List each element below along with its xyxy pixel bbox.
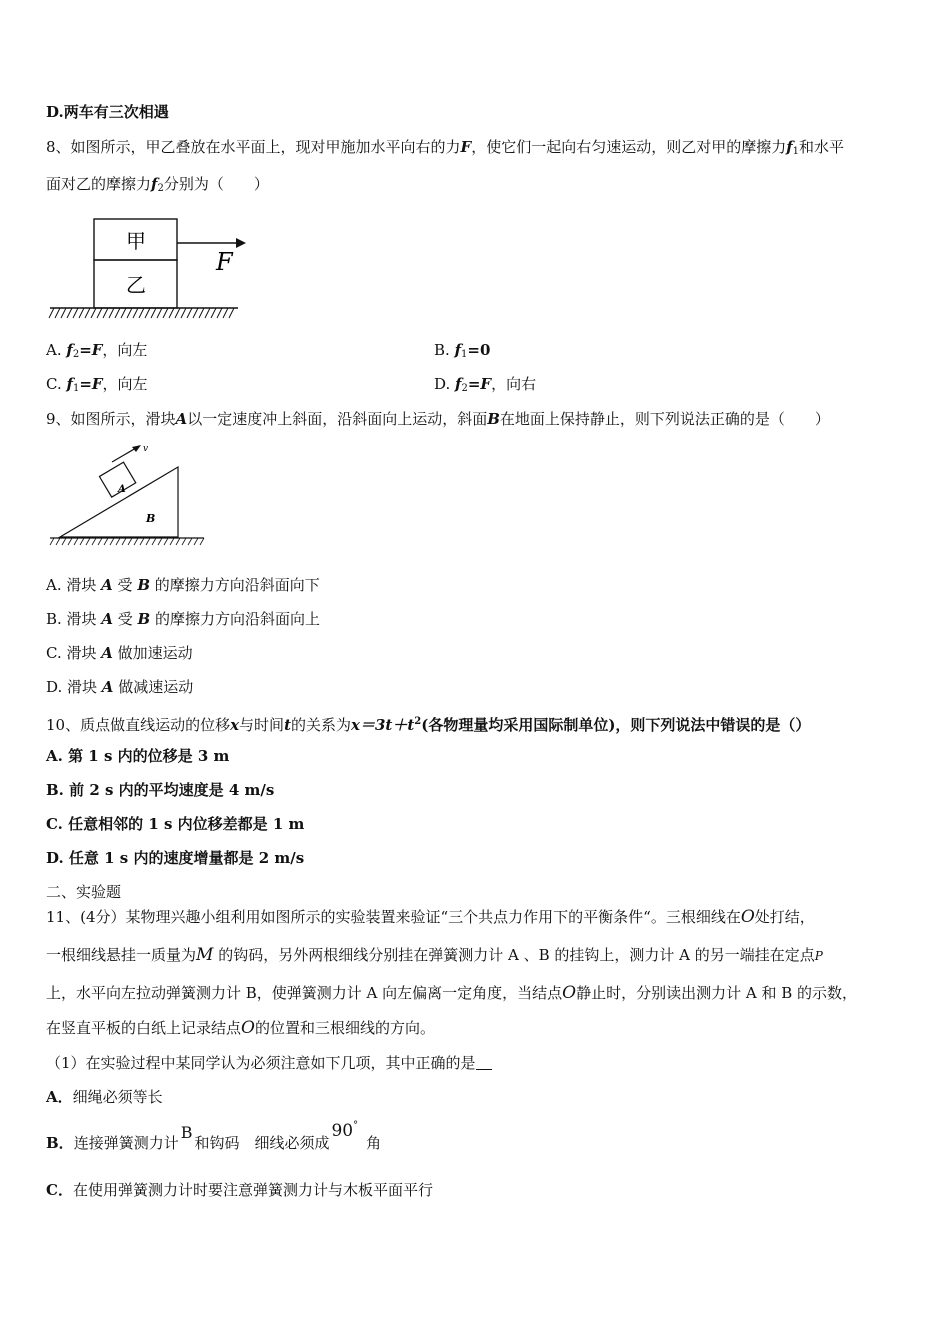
option-var: f xyxy=(454,341,462,359)
q9-option-c xyxy=(46,643,193,663)
q8-option-c xyxy=(46,374,148,399)
option-eq: =F xyxy=(79,375,103,393)
q8-stem-text: ，使它们一起向右匀速运动，则乙对甲的摩擦力 xyxy=(471,138,787,156)
option-symbol-b: B xyxy=(180,1123,193,1142)
q8-f1-sub: 1 xyxy=(792,146,800,157)
q11-option-b xyxy=(46,1120,382,1156)
q9-stem xyxy=(46,409,830,429)
q9-stem-text: 在地面上保持静止，则下列说法正确的是（ ） xyxy=(499,410,830,428)
q10-var-t: t xyxy=(284,716,291,734)
option-var: f xyxy=(66,375,73,393)
option-text: 角 xyxy=(366,1134,382,1152)
q8-f2-symbol: f xyxy=(151,175,158,193)
option-text: 细绳必须等长 xyxy=(72,1088,163,1106)
q9-figure-incline xyxy=(46,440,211,550)
option-label: A． xyxy=(46,1088,73,1106)
velocity-arrow xyxy=(112,448,136,462)
force-label: F xyxy=(216,248,233,276)
q11-line2 xyxy=(46,945,823,966)
q11-text: 的钩码，另外两根细线分别挂在弹簧测力计 A 、B 的挂钩上，测力计 A 的另一端挂在定点 xyxy=(218,946,815,964)
q10-stem-text: 10、质点做直线运动的位移 xyxy=(46,716,231,734)
option-text: 受 xyxy=(112,576,138,594)
option-text: D. 滑块 xyxy=(46,678,102,696)
q10-stem-text: (各物理量均采用国际制单位)，则下列说法中错误的是（） xyxy=(421,716,811,734)
option-label: B. xyxy=(434,341,455,359)
q8-option-a xyxy=(46,340,147,365)
option-label: B． xyxy=(46,1134,74,1152)
q11-text: 静止时，分别读出测力计 A 和 B 的示数， xyxy=(576,984,858,1002)
q11-text: 的位置和三根细线的方向。 xyxy=(254,1019,435,1037)
q8-stem-text: 分别为（ ） xyxy=(163,175,269,193)
q11-line1 xyxy=(46,907,815,927)
option-eq: =F xyxy=(467,375,492,393)
option-sub: 1 xyxy=(461,349,468,360)
q8-f2-sub: 2 xyxy=(157,183,164,194)
q11-symbol-p: P xyxy=(814,949,823,963)
q9-stem-text: 以一定速度冲上斜面，沿斜面向上运动，斜面 xyxy=(187,410,488,428)
option-sub: 1 xyxy=(72,383,80,394)
option-label: A. xyxy=(46,341,67,359)
q11-text: 一根细线悬挂一质量为 xyxy=(46,946,197,964)
option-eq: =F xyxy=(79,341,103,359)
q11-line4 xyxy=(46,1018,435,1038)
option-text: 连接弹簧测力计 xyxy=(73,1134,179,1152)
section-title: 二、实验题 xyxy=(46,883,122,901)
ground-hatching xyxy=(49,308,234,318)
q11-symbol-o: O xyxy=(740,907,755,927)
q10-option-b: B. 前 2 s 内的平均速度是 4 m/s xyxy=(46,781,275,799)
q8-f1-symbol: f xyxy=(786,138,793,156)
q8-figure-stacked-blocks xyxy=(46,212,256,324)
option-label: C. xyxy=(46,375,67,393)
option-var: A xyxy=(101,610,113,628)
option-text: 做加速运动 xyxy=(112,644,193,662)
option-text: 的摩擦力方向沿斜面向下 xyxy=(150,576,320,594)
q10-option-d: D. 任意 1 s 内的速度增量都是 2 m/s xyxy=(46,849,305,867)
option-sub: 2 xyxy=(72,349,80,360)
option-label: C． xyxy=(46,1181,73,1199)
option-text: 和钩码 细线必须成 xyxy=(194,1134,330,1152)
option-var: B xyxy=(137,610,151,628)
option-sub: 2 xyxy=(461,383,468,394)
q10-option-c: C. 任意相邻的 1 s 内位移差都是 1 m xyxy=(46,815,305,833)
option-degree: ° xyxy=(353,1120,359,1131)
option-var: A xyxy=(101,576,113,594)
option-var: A xyxy=(101,644,113,662)
q10-option-a: A. 第 1 s 内的位移是 3 m xyxy=(46,747,230,765)
q10-equation: x＝3t＋t xyxy=(351,716,415,734)
q8-stem-line2 xyxy=(46,174,269,199)
option-dir: ，向右 xyxy=(491,375,537,393)
q11-text: 上，水平向左拉动弹簧测力计 B，使弹簧测力计 A 向左偏离一定角度，当结点 xyxy=(46,984,563,1002)
q8-option-b xyxy=(434,340,490,365)
option-var: A xyxy=(101,678,114,696)
block-yi-label: 乙 xyxy=(126,273,146,297)
q8-stem-text: 8、如图所示，甲乙叠放在水平面上，现对甲施加水平向右的力 xyxy=(46,138,461,156)
q9-option-d xyxy=(46,677,193,697)
q8-stem-text: 面对乙的摩擦力 xyxy=(46,175,152,193)
q9-symbol-a: A xyxy=(175,410,188,428)
option-var: f xyxy=(66,341,73,359)
force-arrow-head xyxy=(236,238,246,248)
option-var: B xyxy=(137,576,151,594)
q11-symbol-o: O xyxy=(562,983,577,1003)
q11-symbol-o: O xyxy=(241,1018,255,1038)
q11-text: 处打结， xyxy=(754,908,815,926)
q9-stem-text: 9、如图所示，滑块 xyxy=(46,410,176,428)
block-a-label: A xyxy=(118,484,126,495)
option-dir: ，向左 xyxy=(102,375,148,393)
q10-equation-sup: 2 xyxy=(414,716,422,727)
q11-symbol-m: M xyxy=(196,945,214,965)
q10-stem-text: 的关系为 xyxy=(291,716,352,734)
option-text: 受 xyxy=(112,610,138,628)
q11-text: 11、(4分）某物理兴趣小组利用如图所示的实验装置来验证“三个共点力作用下的平衡条件“。三根细线在 xyxy=(46,908,741,926)
option-text: C. 滑块 xyxy=(46,644,102,662)
q9-option-b xyxy=(46,609,320,629)
option-text: A. 滑块 xyxy=(46,576,102,594)
answer-blank[interactable] xyxy=(476,1055,492,1070)
q10-stem-text: 与时间 xyxy=(239,716,285,734)
option-var: f xyxy=(455,375,462,393)
q9-symbol-b: B xyxy=(487,410,500,428)
ground-hatching xyxy=(50,538,204,545)
q11-sub1-text: （1）在实验过程中某同学认为必须注意如下几项，其中正确的是 xyxy=(46,1054,476,1072)
option-angle: 90 xyxy=(331,1121,354,1141)
q11-option-c xyxy=(46,1180,433,1200)
q11-text: 在竖直平板的白纸上记录结点 xyxy=(46,1019,242,1037)
q10-stem xyxy=(46,712,810,735)
velocity-arrow-head xyxy=(132,445,141,452)
block-jia-label: 甲 xyxy=(126,229,146,253)
option-text: 在使用弹簧测力计时要注意弹簧测力计与木板平面平行 xyxy=(72,1181,433,1199)
q9-option-a xyxy=(46,575,320,595)
q7-option-d: D.两车有三次相遇 xyxy=(46,103,169,121)
q8-stem-line1 xyxy=(46,137,844,162)
option-text: 的摩擦力方向沿斜面向上 xyxy=(150,610,320,628)
q8-force-symbol: F xyxy=(460,138,472,156)
option-text: B. 滑块 xyxy=(46,610,102,628)
q11-option-a xyxy=(46,1087,163,1107)
option-label: D. xyxy=(434,375,456,393)
q11-sub1-stem xyxy=(46,1053,492,1073)
option-text: 做减速运动 xyxy=(113,678,194,696)
option-eq: =0 xyxy=(467,341,491,359)
q8-stem-text: 和水平 xyxy=(799,138,845,156)
option-dir: ，向左 xyxy=(102,341,148,359)
velocity-label: v xyxy=(143,444,149,454)
incline-b-label: B xyxy=(146,512,156,525)
q11-line3 xyxy=(46,983,857,1003)
q8-option-d xyxy=(434,374,536,399)
q10-var-x: x xyxy=(230,716,240,734)
